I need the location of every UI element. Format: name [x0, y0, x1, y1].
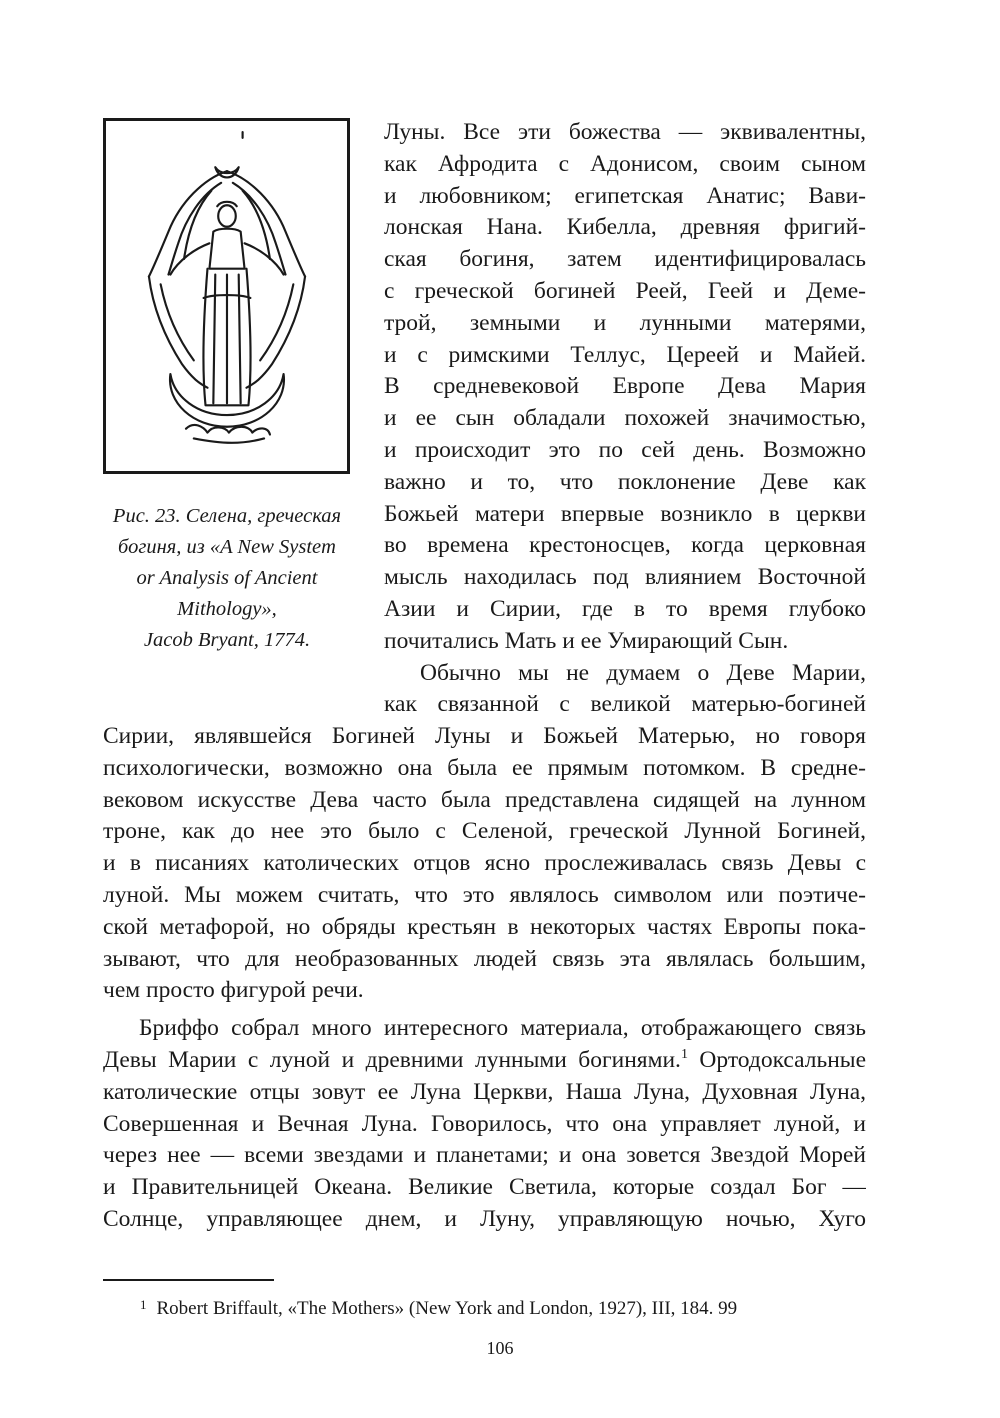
text-line: во времена крестоносцев, когда церковная — [384, 532, 866, 559]
text-line: Бриффо собрал много интересного материала, отображающего связь — [139, 1015, 866, 1042]
caption-line: Mithology», — [177, 598, 277, 620]
text-line: Азии и Сирии, где в то время глубоко — [384, 595, 866, 622]
caption-line: Рис. 23. Селена, греческая — [112, 505, 342, 527]
footnote-reference[interactable]: 1 — [680, 1046, 688, 1062]
text-line: ской метафорой, но обряды крестьян в некоторых частях Европы пока- — [103, 913, 866, 940]
text-segment: Девы Марии с луной и древними лунными богинями. — [103, 1046, 681, 1073]
text-line: и происходит это по сей день. Возможно — [384, 436, 866, 463]
text-line: чем просто фигурой речи. — [103, 977, 364, 1004]
footnote-divider — [103, 1279, 274, 1281]
text-line: троне, как до нее это было с Селеной, греческой Лунной Богиней, — [103, 818, 866, 845]
caption-line: or Analysis of Ancient — [136, 567, 318, 589]
caption-line: богиня, из «A New System — [118, 536, 336, 558]
text-line: как Афродита с Адонисом, своим сыном — [384, 150, 866, 177]
text-line: и в писаниях католических отцов ясно прослеживалась связь Девы с — [103, 850, 866, 877]
text-line: важно и то, что поклонение Деве как — [384, 468, 866, 495]
text-line: трой, земными и лунными матерями, — [384, 309, 866, 336]
text-segment: Ортодоксальные — [687, 1046, 866, 1073]
text-line: В средневековой Европе Дева Мария — [384, 373, 866, 400]
text-line: вековом искусстве Дева часто была представлена сидящей на лунном — [103, 786, 866, 813]
text-line: психологически, возможно она была ее прямым потомком. В средне- — [103, 754, 866, 781]
figure-caption — [96, 501, 358, 656]
text-line: Совершенная и Вечная Луна. Говорилось, что она управляет луной, и — [103, 1110, 866, 1137]
text-line: мысль находилась под влиянием Восточной — [384, 564, 866, 591]
text-line: зывают, что для необразованных людей связь эта являлась большим, — [103, 945, 866, 972]
caption-line: Jacob Bryant, 1774. — [143, 629, 311, 651]
text-line: католические отцы зовут ее Луна Церкви, Наша Луна, Духовная Луна, — [103, 1078, 866, 1105]
full-width-text — [103, 721, 866, 1236]
selene-goddess-engraving-icon — [106, 121, 347, 471]
footnote — [140, 1292, 870, 1322]
text-line: Солнце, управляющее днем, и Луну, управляющую ночью, Хуго — [103, 1205, 866, 1232]
text-line: и Правительницей Океана. Великие Светила, которые создал Бог — — [103, 1174, 866, 1201]
text-line: Луны. Все эти божества — эквивалентны, — [384, 119, 866, 145]
text-line: Сирии, являвшейся Богиней Луны и Божьей Матерью, но говоря — [103, 723, 866, 749]
footnote-mark: 1 — [140, 1297, 147, 1312]
text-line: почитались Мать и ее Умирающий Сын. — [384, 627, 789, 654]
text-line: и ее сын обладали похожей значимостью, — [384, 405, 866, 432]
figure-frame — [103, 118, 350, 474]
text-line: луной. Мы можем считать, что это являлось символом или поэтиче- — [103, 881, 866, 908]
text-line: ская богиня, затем идентифицировалась — [384, 246, 866, 273]
text-line: и любовником; египетская Анатис; Вави- — [384, 182, 866, 209]
text-line: как связанной с великой матерью-богиней — [384, 691, 866, 718]
text-line: Божьей матери впервые возникло в церкви — [384, 500, 866, 527]
footnote-text: Robert Briffault, «The Mothers» (New York and London, 1927), III, 184. 99 — [156, 1298, 738, 1319]
text-line: и с римскими Теллус, Цереей и Майей. — [384, 341, 866, 368]
narrow-column-text — [384, 117, 866, 721]
page-number: 106 — [486, 1338, 514, 1358]
text-line — [103, 1045, 866, 1077]
text-line: лонская Нана. Кибелла, древняя фригий- — [384, 214, 866, 241]
text-line: через нее — всеми звездами и планетами; и она зовется Звездой Морей — [103, 1142, 866, 1169]
text-line: с греческой богиней Реей, Геей и Деме- — [384, 277, 866, 304]
text-line: Обычно мы не думаем о Деве Марии, — [420, 659, 866, 686]
